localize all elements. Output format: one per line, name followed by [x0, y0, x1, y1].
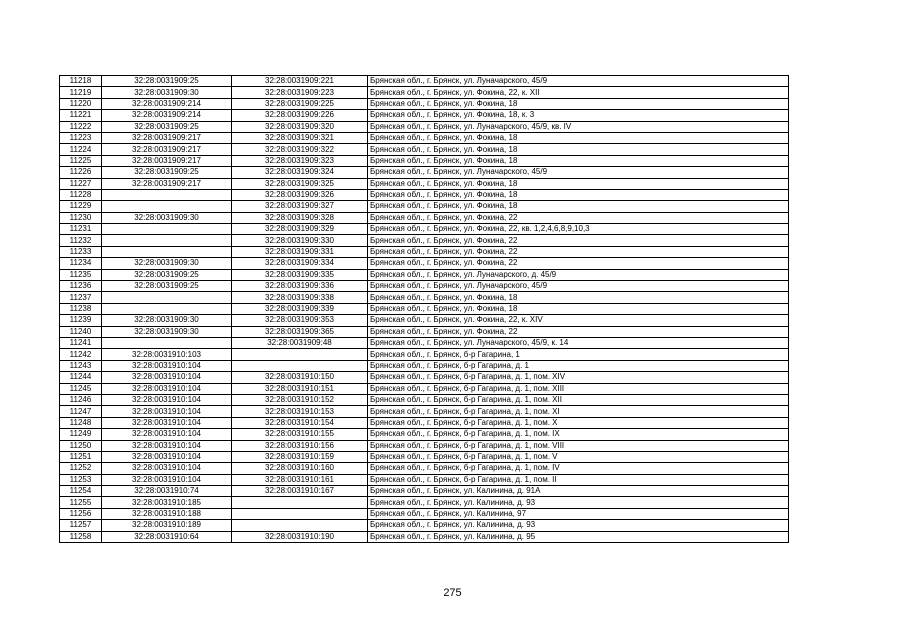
address-cell: Брянская обл., г. Брянск, б-р Гагарина, д. 1, пом. X [368, 417, 789, 428]
address-cell: Брянская обл., г. Брянск, ул. Фокина, 22, к. XIV [368, 315, 789, 326]
parcel-number-cell: 32:28:0031910:104 [102, 463, 232, 474]
registry-table [59, 75, 789, 543]
object-number-cell: 32:28:0031909:334 [232, 258, 368, 269]
row-number-cell: 11233 [60, 246, 102, 257]
row-number-cell: 11249 [60, 429, 102, 440]
address-cell: Брянская обл., г. Брянск, ул. Луначарского, д. 45/9 [368, 269, 789, 280]
address-cell: Брянская обл., г. Брянск, б-р Гагарина, д. 1, пом. XII [368, 394, 789, 405]
table-row [60, 440, 789, 451]
parcel-number-cell [102, 303, 232, 314]
address-cell: Брянская обл., г. Брянск, б-р Гагарина, д. 1, пом. XIII [368, 383, 789, 394]
row-number-cell: 11219 [60, 87, 102, 98]
address-cell: Брянская обл., г. Брянск, б-р Гагарина, д. 1, пом. V [368, 451, 789, 462]
object-number-cell [232, 349, 368, 360]
address-cell: Брянская обл., г. Брянск, ул. Калинина, 97 [368, 508, 789, 519]
address-cell: Брянская обл., г. Брянск, ул. Калинина, д. 95 [368, 531, 789, 542]
parcel-number-cell [102, 246, 232, 257]
row-number-cell: 11256 [60, 508, 102, 519]
object-number-cell: 32:28:0031909:335 [232, 269, 368, 280]
table-row [60, 121, 789, 132]
object-number-cell [232, 360, 368, 371]
object-number-cell: 32:28:0031910:190 [232, 531, 368, 542]
address-cell: Брянская обл., г. Брянск, ул. Луначарского, 45/9 [368, 76, 789, 87]
table-row [60, 201, 789, 212]
row-number-cell: 11248 [60, 417, 102, 428]
object-number-cell: 32:28:0031909:322 [232, 144, 368, 155]
row-number-cell: 11250 [60, 440, 102, 451]
object-number-cell: 32:28:0031910:167 [232, 486, 368, 497]
table-row [60, 87, 789, 98]
object-number-cell: 32:28:0031909:324 [232, 167, 368, 178]
address-cell: Брянская обл., г. Брянск, ул. Луначарского, 45/9, к. 14 [368, 337, 789, 348]
parcel-number-cell: 32:28:0031910:104 [102, 451, 232, 462]
address-cell: Брянская обл., г. Брянск, ул. Фокина, 18 [368, 98, 789, 109]
table-row [60, 372, 789, 383]
object-number-cell: 32:28:0031909:223 [232, 87, 368, 98]
address-cell: Брянская обл., г. Брянск, ул. Фокина, 18 [368, 303, 789, 314]
parcel-number-cell [102, 201, 232, 212]
row-number-cell: 11230 [60, 212, 102, 223]
address-cell: Брянская обл., г. Брянск, ул. Фокина, 22 [368, 212, 789, 223]
table-row [60, 497, 789, 508]
object-number-cell: 32:28:0031909:330 [232, 235, 368, 246]
parcel-number-cell: 32:28:0031910:64 [102, 531, 232, 542]
table-row [60, 98, 789, 109]
parcel-number-cell: 32:28:0031909:217 [102, 155, 232, 166]
table-row [60, 337, 789, 348]
address-cell: Брянская обл., г. Брянск, ул. Фокина, 22, кв. 1,2,4,6,8,9,10,3 [368, 224, 789, 235]
parcel-number-cell: 32:28:0031910:104 [102, 440, 232, 451]
parcel-number-cell [102, 235, 232, 246]
parcel-number-cell: 32:28:0031909:217 [102, 132, 232, 143]
object-number-cell: 32:28:0031909:353 [232, 315, 368, 326]
object-number-cell [232, 508, 368, 519]
row-number-cell: 11251 [60, 451, 102, 462]
row-number-cell: 11244 [60, 372, 102, 383]
address-cell: Брянская обл., г. Брянск, ул. Фокина, 18 [368, 189, 789, 200]
table-row [60, 486, 789, 497]
parcel-number-cell: 32:28:0031910:104 [102, 360, 232, 371]
row-number-cell: 11235 [60, 269, 102, 280]
table-row [60, 212, 789, 223]
parcel-number-cell: 32:28:0031910:104 [102, 383, 232, 394]
row-number-cell: 11257 [60, 520, 102, 531]
parcel-number-cell: 32:28:0031910:188 [102, 508, 232, 519]
parcel-number-cell: 32:28:0031910:104 [102, 417, 232, 428]
address-cell: Брянская обл., г. Брянск, б-р Гагарина, д. 1, пом. IX [368, 429, 789, 440]
row-number-cell: 11225 [60, 155, 102, 166]
table-row [60, 531, 789, 542]
object-number-cell: 32:28:0031909:365 [232, 326, 368, 337]
row-number-cell: 11220 [60, 98, 102, 109]
parcel-number-cell: 32:28:0031909:217 [102, 178, 232, 189]
table-row [60, 326, 789, 337]
row-number-cell: 11240 [60, 326, 102, 337]
row-number-cell: 11253 [60, 474, 102, 485]
object-number-cell: 32:28:0031909:338 [232, 292, 368, 303]
table-row [60, 281, 789, 292]
table-row [60, 258, 789, 269]
parcel-number-cell: 32:28:0031909:30 [102, 326, 232, 337]
row-number-cell: 11237 [60, 292, 102, 303]
object-number-cell: 32:28:0031910:155 [232, 429, 368, 440]
object-number-cell: 32:28:0031909:225 [232, 98, 368, 109]
table-row [60, 132, 789, 143]
row-number-cell: 11243 [60, 360, 102, 371]
page-number: 275 [443, 587, 462, 599]
address-cell: Брянская обл., г. Брянск, ул. Фокина, 22 [368, 326, 789, 337]
table-row [60, 463, 789, 474]
address-cell: Брянская обл., г. Брянск, ул. Фокина, 22 [368, 246, 789, 257]
table-row [60, 349, 789, 360]
row-number-cell: 11222 [60, 121, 102, 132]
parcel-number-cell: 32:28:0031909:25 [102, 76, 232, 87]
row-number-cell: 11258 [60, 531, 102, 542]
row-number-cell: 11252 [60, 463, 102, 474]
parcel-number-cell: 32:28:0031909:30 [102, 212, 232, 223]
object-number-cell: 32:28:0031909:339 [232, 303, 368, 314]
table-row [60, 167, 789, 178]
registry-table-body [60, 76, 789, 543]
address-cell: Брянская обл., г. Брянск, ул. Фокина, 18, к. 3 [368, 110, 789, 121]
parcel-number-cell [102, 224, 232, 235]
address-cell: Брянская обл., г. Брянск, ул. Фокина, 18 [368, 144, 789, 155]
address-cell: Брянская обл., г. Брянск, ул. Луначарского, 45/9, кв. IV [368, 121, 789, 132]
row-number-cell: 11234 [60, 258, 102, 269]
object-number-cell: 32:28:0031910:150 [232, 372, 368, 383]
object-number-cell: 32:28:0031910:154 [232, 417, 368, 428]
table-row [60, 189, 789, 200]
parcel-number-cell: 32:28:0031909:25 [102, 281, 232, 292]
object-number-cell: 32:28:0031910:152 [232, 394, 368, 405]
table-row [60, 417, 789, 428]
row-number-cell: 11218 [60, 76, 102, 87]
parcel-number-cell: 32:28:0031910:74 [102, 486, 232, 497]
object-number-cell: 32:28:0031909:329 [232, 224, 368, 235]
table-row [60, 303, 789, 314]
table-row [60, 406, 789, 417]
address-cell: Брянская обл., г. Брянск, ул. Калинина, д. 91А [368, 486, 789, 497]
object-number-cell: 32:28:0031909:336 [232, 281, 368, 292]
row-number-cell: 11223 [60, 132, 102, 143]
parcel-number-cell [102, 189, 232, 200]
object-number-cell: 32:28:0031909:326 [232, 189, 368, 200]
table-row [60, 383, 789, 394]
parcel-number-cell: 32:28:0031909:217 [102, 144, 232, 155]
object-number-cell: 32:28:0031909:321 [232, 132, 368, 143]
address-cell: Брянская обл., г. Брянск, ул. Фокина, 22 [368, 235, 789, 246]
parcel-number-cell: 32:28:0031910:104 [102, 372, 232, 383]
address-cell: Брянская обл., г. Брянск, б-р Гагарина, д. 1, пом. XIV [368, 372, 789, 383]
table-row [60, 429, 789, 440]
table-row [60, 178, 789, 189]
parcel-number-cell: 32:28:0031909:25 [102, 269, 232, 280]
table-row [60, 394, 789, 405]
address-cell: Брянская обл., г. Брянск, ул. Калинина, д. 93 [368, 520, 789, 531]
table-row [60, 508, 789, 519]
row-number-cell: 11238 [60, 303, 102, 314]
row-number-cell: 11245 [60, 383, 102, 394]
object-number-cell: 32:28:0031909:331 [232, 246, 368, 257]
table-row [60, 269, 789, 280]
address-cell: Брянская обл., г. Брянск, б-р Гагарина, 1 [368, 349, 789, 360]
table-row [60, 315, 789, 326]
row-number-cell: 11255 [60, 497, 102, 508]
object-number-cell: 32:28:0031910:153 [232, 406, 368, 417]
address-cell: Брянская обл., г. Брянск, ул. Калинина, д. 93 [368, 497, 789, 508]
row-number-cell: 11229 [60, 201, 102, 212]
address-cell: Брянская обл., г. Брянск, ул. Луначарского, 45/9 [368, 167, 789, 178]
parcel-number-cell: 32:28:0031910:104 [102, 429, 232, 440]
object-number-cell: 32:28:0031909:221 [232, 76, 368, 87]
row-number-cell: 11228 [60, 189, 102, 200]
parcel-number-cell: 32:28:0031909:25 [102, 167, 232, 178]
table-row [60, 76, 789, 87]
object-number-cell: 32:28:0031909:320 [232, 121, 368, 132]
table-row [60, 451, 789, 462]
object-number-cell: 32:28:0031909:323 [232, 155, 368, 166]
address-cell: Брянская обл., г. Брянск, ул. Фокина, 18 [368, 292, 789, 303]
object-number-cell: 32:28:0031909:226 [232, 110, 368, 121]
address-cell: Брянская обл., г. Брянск, ул. Фокина, 18 [368, 132, 789, 143]
table-row [60, 246, 789, 257]
parcel-number-cell: 32:28:0031909:214 [102, 110, 232, 121]
row-number-cell: 11239 [60, 315, 102, 326]
row-number-cell: 11247 [60, 406, 102, 417]
table-row [60, 110, 789, 121]
row-number-cell: 11227 [60, 178, 102, 189]
parcel-number-cell: 32:28:0031910:104 [102, 406, 232, 417]
parcel-number-cell: 32:28:0031910:185 [102, 497, 232, 508]
address-cell: Брянская обл., г. Брянск, ул. Фокина, 18 [368, 201, 789, 212]
address-cell: Брянская обл., г. Брянск, б-р Гагарина, д. 1, пом. XI [368, 406, 789, 417]
parcel-number-cell: 32:28:0031910:104 [102, 394, 232, 405]
address-cell: Брянская обл., г. Брянск, ул. Фокина, 18 [368, 178, 789, 189]
parcel-number-cell: 32:28:0031910:189 [102, 520, 232, 531]
object-number-cell: 32:28:0031909:48 [232, 337, 368, 348]
row-number-cell: 11246 [60, 394, 102, 405]
object-number-cell: 32:28:0031910:160 [232, 463, 368, 474]
address-cell: Брянская обл., г. Брянск, ул. Фокина, 22, к. XII [368, 87, 789, 98]
row-number-cell: 11236 [60, 281, 102, 292]
object-number-cell [232, 520, 368, 531]
address-cell: Брянская обл., г. Брянск, ул. Луначарского, 45/9 [368, 281, 789, 292]
table-row [60, 474, 789, 485]
address-cell: Брянская обл., г. Брянск, ул. Фокина, 22 [368, 258, 789, 269]
table-row [60, 360, 789, 371]
object-number-cell: 32:28:0031909:328 [232, 212, 368, 223]
table-row [60, 520, 789, 531]
parcel-number-cell: 32:28:0031910:103 [102, 349, 232, 360]
table-row [60, 155, 789, 166]
object-number-cell: 32:28:0031910:151 [232, 383, 368, 394]
object-number-cell: 32:28:0031910:156 [232, 440, 368, 451]
object-number-cell: 32:28:0031909:325 [232, 178, 368, 189]
row-number-cell: 11221 [60, 110, 102, 121]
table-row [60, 235, 789, 246]
parcel-number-cell: 32:28:0031909:30 [102, 258, 232, 269]
parcel-number-cell: 32:28:0031909:30 [102, 87, 232, 98]
address-cell: Брянская обл., г. Брянск, б-р Гагарина, д. 1, пом. II [368, 474, 789, 485]
address-cell: Брянская обл., г. Брянск, б-р Гагарина, д. 1 [368, 360, 789, 371]
row-number-cell: 11226 [60, 167, 102, 178]
object-number-cell: 32:28:0031909:327 [232, 201, 368, 212]
table-row [60, 224, 789, 235]
parcel-number-cell [102, 292, 232, 303]
address-cell: Брянская обл., г. Брянск, б-р Гагарина, д. 1, пом. IV [368, 463, 789, 474]
parcel-number-cell [102, 337, 232, 348]
parcel-number-cell: 32:28:0031909:214 [102, 98, 232, 109]
object-number-cell: 32:28:0031910:159 [232, 451, 368, 462]
parcel-number-cell: 32:28:0031909:25 [102, 121, 232, 132]
address-cell: Брянская обл., г. Брянск, ул. Фокина, 18 [368, 155, 789, 166]
parcel-number-cell: 32:28:0031910:104 [102, 474, 232, 485]
table-row [60, 292, 789, 303]
row-number-cell: 11224 [60, 144, 102, 155]
row-number-cell: 11242 [60, 349, 102, 360]
row-number-cell: 11254 [60, 486, 102, 497]
object-number-cell [232, 497, 368, 508]
address-cell: Брянская обл., г. Брянск, б-р Гагарина, д. 1, пом. VIII [368, 440, 789, 451]
row-number-cell: 11232 [60, 235, 102, 246]
row-number-cell: 11231 [60, 224, 102, 235]
table-row [60, 144, 789, 155]
object-number-cell: 32:28:0031910:161 [232, 474, 368, 485]
parcel-number-cell: 32:28:0031909:30 [102, 315, 232, 326]
row-number-cell: 11241 [60, 337, 102, 348]
